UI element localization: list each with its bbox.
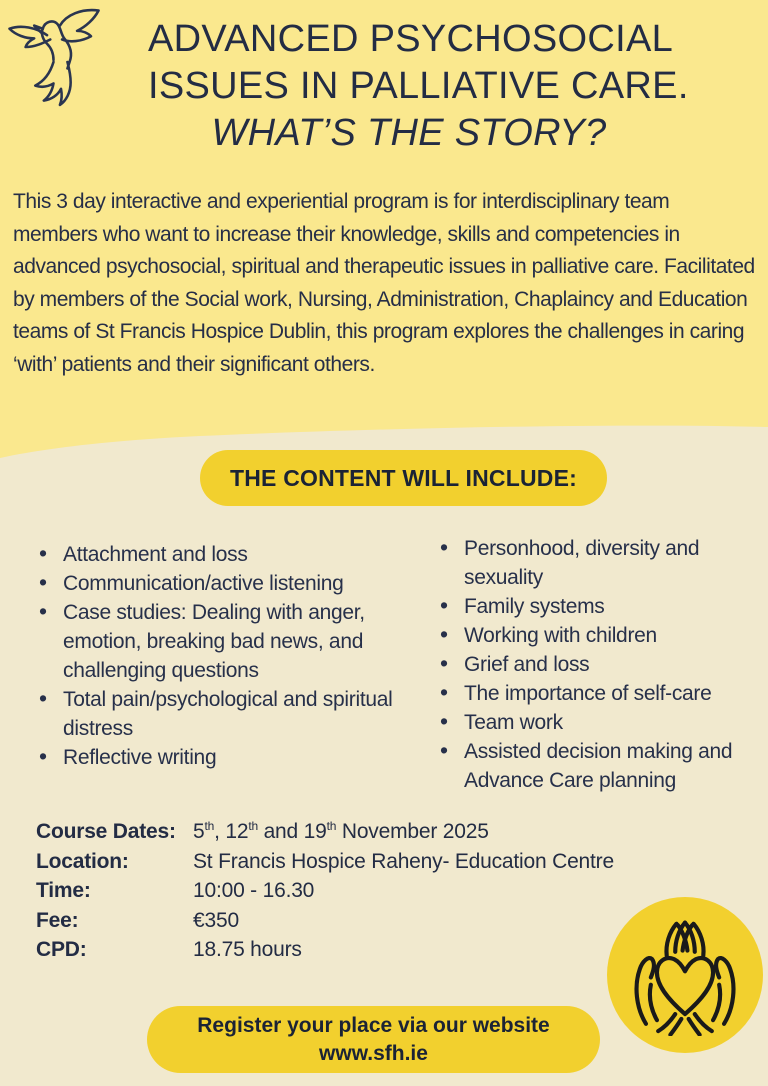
register-button[interactable] <box>147 1006 600 1073</box>
title-line-1: ADVANCED PSYCHOSOCIAL <box>148 18 674 60</box>
detail-label: Fee: <box>36 908 79 932</box>
topic-item: • Case studies: Dealing with anger, emotion, breaking bad news, and challenging questions <box>36 598 428 685</box>
topic-item: • Family systems <box>437 592 767 621</box>
topic-item: • The importance of self-care <box>437 679 767 708</box>
detail-value: €350 <box>193 908 239 932</box>
content-header-label: THE CONTENT WILL INCLUDE: <box>230 464 577 491</box>
topic-item: • Attachment and loss <box>36 540 428 569</box>
detail-row <box>36 817 736 847</box>
topic-item: • Working with children <box>437 621 767 650</box>
detail-row <box>36 876 736 906</box>
page-title <box>148 16 689 157</box>
topics-list-right <box>437 534 767 795</box>
detail-label: Location: <box>36 849 129 873</box>
topic-item: • Communication/active listening <box>36 569 428 598</box>
intro-paragraph: This 3 day interactive and experiential program is for interdisciplinary team members who want to increase their knowledge, skills and competencies in advanced psychosocial, spiritual and therapeutic issues in palliative care. Facilitated by members of the Social work, Nursing, Administration, Chaplaincy and Education teams of St Francis Hospice Dublin, this program explores the challenges in caring ‘with’ patients and their significant others. <box>13 190 755 376</box>
topic-item: • Assisted decision making and Advance Care planning <box>437 737 767 795</box>
topic-item: • Team work <box>437 708 767 737</box>
topic-item: • Personhood, diversity and sexuality <box>437 534 767 592</box>
title-line-3: WHAT’S THE STORY? <box>211 112 607 154</box>
topic-item: • Total pain/psychological and spiritual distress <box>36 685 428 743</box>
register-website-url[interactable]: www.sfh.ie <box>319 1041 428 1065</box>
hands-heart-icon <box>624 914 746 1036</box>
content-header-pill <box>200 450 607 506</box>
detail-value: 10:00 - 16.30 <box>193 879 315 902</box>
topic-item: • Grief and loss <box>437 650 767 679</box>
detail-label: Course Dates: <box>36 820 176 843</box>
topic-item: • Reflective writing <box>36 743 428 772</box>
detail-value: 5th, 12th and 19th November 2025 <box>193 819 489 843</box>
detail-row <box>36 847 736 877</box>
detail-value: St Francis Hospice Raheny- Education Centre <box>193 849 614 873</box>
register-line-1: Register your place via our website <box>197 1013 550 1037</box>
topics-list-left <box>36 540 428 772</box>
detail-label: Time: <box>36 879 91 902</box>
detail-label: CPD: <box>36 938 87 961</box>
hands-heart-badge <box>607 897 763 1053</box>
title-line-2: ISSUES IN PALLIATIVE CARE. <box>148 65 689 107</box>
detail-value: 18.75 hours <box>193 938 302 961</box>
dove-icon <box>2 6 120 118</box>
